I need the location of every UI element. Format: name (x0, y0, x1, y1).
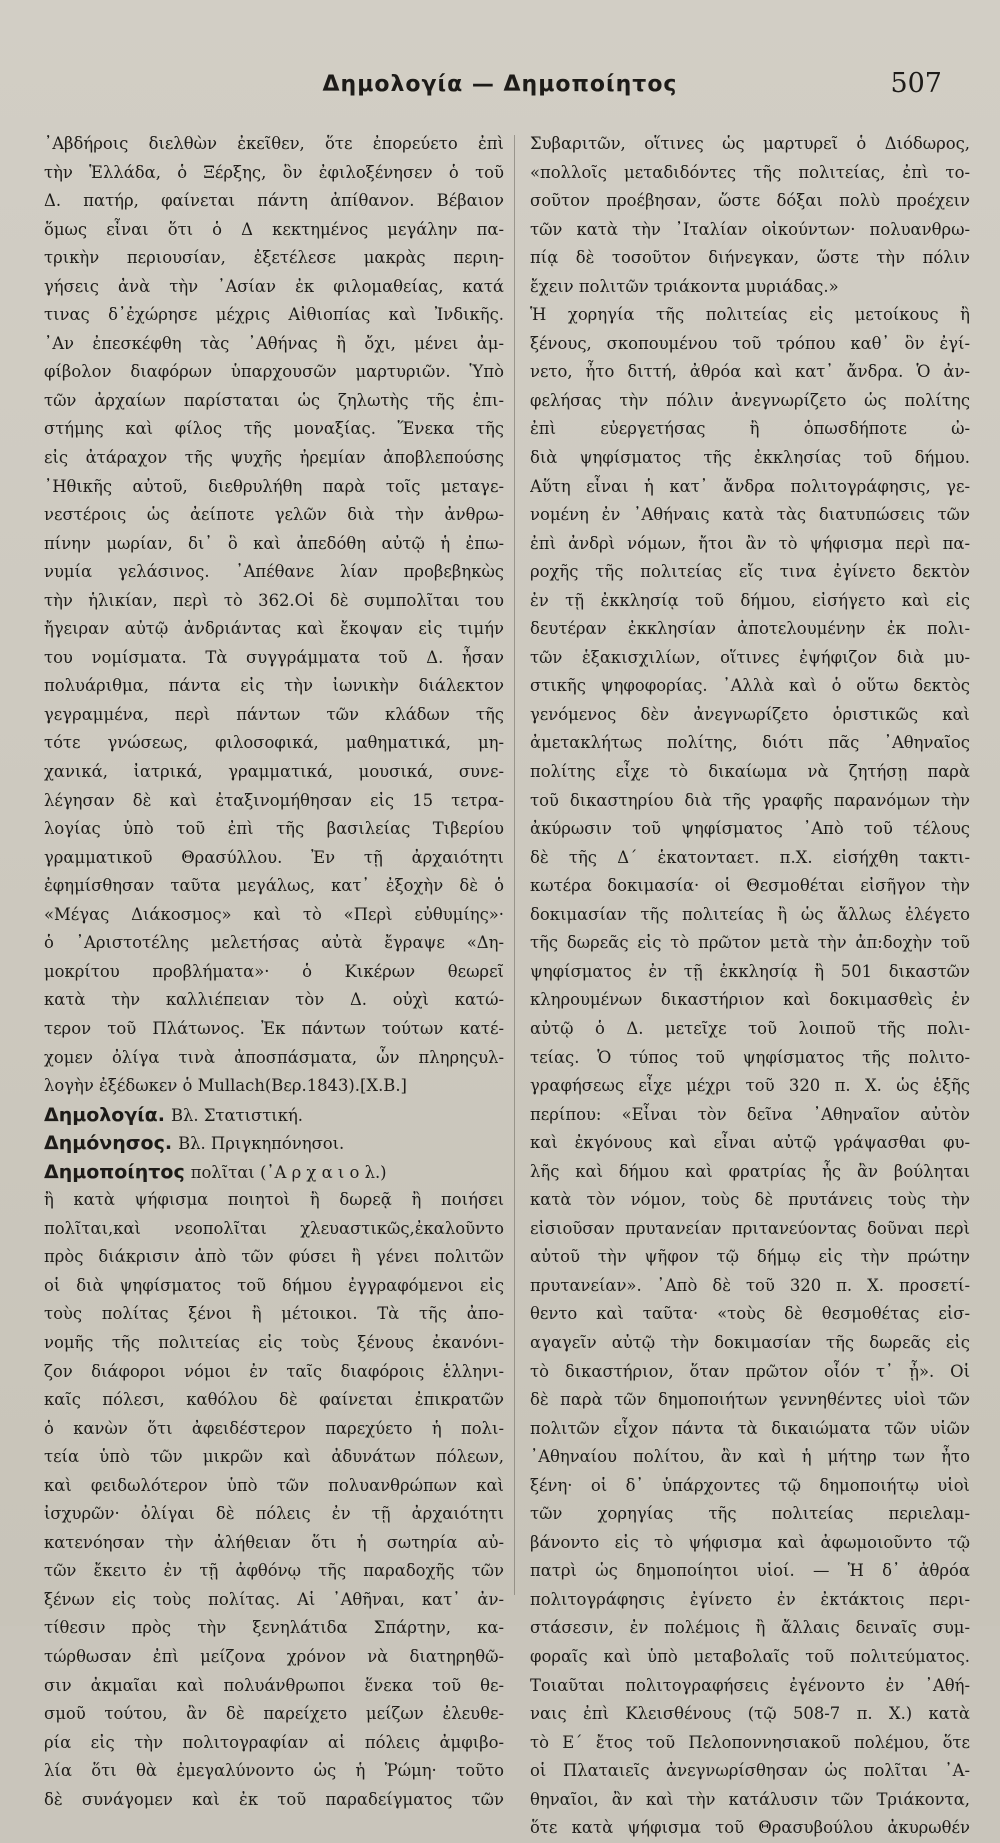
text-line: ψηφίσματος ἐν τῇ ἐκκλησίᾳ ἢ 501 δικαστῶν (530, 961, 970, 981)
text-line: ναις ἐπὶ Κλεισθένους (τῷ 508-7 π. Χ.) κατὰ (530, 1704, 970, 1724)
text-line: καῖς πόλεσι, καθόλου δὲ φαίνεται ἐπικρατῶν (44, 1390, 504, 1410)
entry-reference: πολῖται (᾿Α ρ χ α ι ο λ.) (190, 1162, 387, 1182)
text-line: ἐπὶ εὐεργετήσας ἢ ὁπωσδήποτε ὠ- (530, 419, 970, 439)
text-line: καὶ ἐκγόνους καὶ εἶναι αὐτῷ γράψασθαι φυ- (530, 1133, 970, 1153)
text-line: τώρθωσαν ἐπὶ μείζονα χρόνον νὰ διατηρηθῶ- (44, 1646, 504, 1666)
text-line: αὐτοῦ τὴν ψῆφον τῷ δήμῳ εἰς τὴν πρώτην (530, 1247, 970, 1267)
text-line: πολυάριθμα, πάντα εἰς τὴν ἰωνικὴν διάλεκτον (44, 676, 504, 696)
text-line: καὶ φειδωλότερον ὑπὸ τῶν πολυανθρώπων καὶ (44, 1475, 504, 1495)
text-line: γεγραμμένα, περὶ πάντων τῶν κλάδων τῆς (44, 704, 504, 724)
text-line: οἱ Πλαταιεῖς ἀνεγνωρίσθησαν ὡς πολῖται ᾿Α- (530, 1761, 970, 1781)
text-line: ἰσχυρῶν· ὀλίγαι δὲ πόλεις ἐν τῇ ἀρχαιότητι (44, 1504, 504, 1524)
text-line: νομῆς τῆς πολιτείας εἰς τοὺς ξένους ἐκανόνι- (44, 1332, 504, 1352)
text-line: τῶν χορηγίας τῆς πολιτείας περιελαμ- (530, 1504, 970, 1524)
text-line: ὅτε κατὰ ψήφισμα τοῦ Θρασυβούλου ἀκυρωθέν (530, 1818, 970, 1838)
text-line: τρικὴν περιουσίαν, ἐξετέλεσε μακρὰς περιη- (44, 248, 504, 268)
text-line: νεστέροις ὡς ἀείποτε γελῶν διὰ τὴν ἀνθρω- (44, 505, 504, 525)
text-line: ἐπὶ ἀνδρὶ νόμων, ἤτοι ἂν τὸ ψήφισμα περὶ πα- (530, 533, 970, 553)
text-line: κατενόησαν τὴν ἀλήθειαν ὅτι ἡ σωτηρία αὐ- (44, 1532, 504, 1552)
text-line: πρυτανείαν». ᾿Απὸ δὲ τοῦ 320 π. Χ. προσετί- (530, 1275, 970, 1295)
text-line: φίβολον διαφόρων ὑπαρχουσῶν μαρτυριῶν. Ὑπὸ (44, 362, 504, 382)
text-line: τὴν ἡλικίαν, περὶ τὸ 362.Οἱ δὲ συμπολῖται του (44, 590, 504, 610)
text-line: τοὺς πολίτας ξένοι ἢ μέτοικοι. Τὰ τῆς ἀπο- (44, 1304, 504, 1324)
text-line: Αὕτη εἶναι ἡ κατ᾿ ἄνδρα πολιτογράφησις, γε- (530, 476, 970, 496)
text-line: ἔχειν πολιτῶν τριάκοντα μυριάδας.» (530, 276, 839, 296)
text-line: οἱ διὰ ψηφίσματος τοῦ δήμου ἐγγραφόμενοι εἰς (44, 1275, 504, 1295)
text-line: ξένων εἰς τοὺς πολίτας. Αἱ ᾿Αθῆναι, κατ᾿ ἀν- (44, 1589, 504, 1609)
text-line: τίθεσιν πρὸς τὴν ξενηλάτιδα Σπάρτην, κα- (44, 1618, 504, 1638)
text-line: ᾿Ηθικῆς αὐτοῦ, διεθρυλήθη παρὰ τοῖς μεταγε- (44, 476, 504, 496)
text-line: «πολλοῖς μεταδιδόντες τῆς πολιτείας, ἐπὶ το- (530, 162, 970, 182)
text-line: ὁ ᾿Αριστοτέλης μελετήσας αὐτὰ ἔγραψε «Δη- (44, 933, 504, 953)
text-line: τῆς δωρεᾶς εἰς τὸ πρῶτον μετὰ τὴν ἀπ:δοχὴν τοῦ (530, 933, 970, 953)
text-line: τῶν ἀρχαίων παρίσταται ὡς ζηλωτὴς τῆς ἐπι- (44, 390, 504, 410)
text-line: πολιτῶν εἶχον πάντα τὰ δικαιώματα τῶν υἱῶν (530, 1418, 970, 1438)
text-line: λία ὅτι θὰ ἐμεγαλύνοντο ὡς ἡ Ῥώμη· τοῦτο (44, 1761, 504, 1781)
text-line: ἤγειραν αὐτῷ ἀνδριάντας καὶ ἔκοψαν εἰς τιμήν (44, 619, 504, 639)
text-line: σιν ἀκμαῖαι καὶ πολυάνθρωποι ἕνεκα τοῦ θε- (44, 1675, 504, 1695)
text-line: ἀκύρωσιν τοῦ ψηφίσματος ᾿Απὸ τοῦ τέλους (530, 819, 970, 839)
text-line: ἀμετακλήτως πολίτης, διότι πᾶς ᾿Αθηναῖος (530, 733, 970, 753)
right-column-body (530, 130, 970, 1843)
page-number: 507 (890, 68, 942, 99)
text-line: πίνην μωρίαν, δι᾿ ὃ καὶ ἀπεδόθη αὐτῷ ἡ ἐπω- (44, 533, 504, 553)
right-column (530, 130, 970, 1843)
text-line: ἐν τῇ ἐκκλησίᾳ τοῦ δήμου, εἰσήγετο καὶ εἰς (530, 590, 970, 610)
text-line: σοῦτον προέβησαν, ὥστε δόξαι πολὺ προέχειν (530, 191, 970, 211)
page-header (0, 64, 1000, 114)
text-line: νετο, ἦτο διττή, ἀθρόα καὶ κατ᾿ ἄνδρα. Ὁ ἀν- (530, 362, 970, 382)
text-line: ᾿Αν ἐπεσκέφθη τὰς ᾿Αθήνας ἢ ὄχι, μένει ἀμ- (44, 333, 504, 353)
text-line: γήσεις ἀνὰ τὴν ᾿Ασίαν ἐκ φιλομαθείας, κατά (44, 276, 504, 296)
text-line: του νομίσματα. Τὰ συγγράμματα τοῦ Δ. ἦσαν (44, 647, 504, 667)
text-line: ζον διάφοροι νόμοι ἐν ταῖς διαφόροις ἑλληνι- (44, 1361, 504, 1381)
text-line: πατρὶ ὡς δημοποίητοι υἱοί. — Ἡ δ᾿ ἀθρόα (530, 1561, 970, 1581)
dictionary-entry (44, 1158, 504, 1187)
text-line: στικῆς ψηφοφορίας. ᾿Αλλὰ καὶ ὁ οὕτω δεκτὸς (530, 676, 970, 696)
text-line: Δ. πατήρ, φαίνεται πάντη ἀπίθανον. Βέβαιον (44, 191, 504, 211)
text-line: πολιτογράφησις ἐγίνετο ἐν ἐκτάκτοις περι- (530, 1589, 970, 1609)
text-line: πίᾳ δὲ τοσοῦτον διήνεγκαν, ὥστε τὴν πόλιν (530, 248, 970, 268)
text-line: τεία ὑπὸ τῶν μικρῶν καὶ ἀδυνάτων πόλεων, (44, 1447, 504, 1467)
text-line: θεντο καὶ ταῦτα· «τοὺς δὲ θεσμοθέτας εἰσ- (530, 1304, 970, 1324)
entry-term: Δημοποίητος (44, 1160, 185, 1183)
text-line: ἐφημίσθησαν ταῦτα μεγάλως, κατ᾿ ἐξοχὴν δὲ ὁ (44, 876, 504, 896)
text-line: τοῦ δικαστηρίου διὰ τῆς γραφῆς παρανόμων τὴν (530, 790, 970, 810)
entry-term: Δημολογία. (44, 1103, 165, 1126)
text-line: πρὸς διάκρισιν ἀπὸ τῶν φύσει ἢ γένει πολιτῶν (44, 1247, 504, 1267)
text-line: πολίτης εἶχε τὸ δικαίωμα νὰ ζητήσῃ παρὰ (530, 762, 970, 782)
text-line: γραμματικοῦ Θρασύλλου. Ἐν τῇ ἀρχαιότητι (44, 847, 504, 867)
text-line: φελήσας τὴν πόλιν ἀνεγνωρίζετο ὡς πολίτης (530, 390, 970, 410)
text-line: βάνοντο εἰς τὸ ψήφισμα καὶ ἀφωμοιοῦντο τῷ (530, 1532, 970, 1552)
dictionary-entry (44, 1101, 504, 1130)
text-line: νυμία γελάσινος. ᾿Απέθανε λίαν προβεβηκὼς (44, 562, 504, 582)
text-line: ὁ κανὼν ὅτι ἀφειδέστερον παρεχύετο ἡ πολι- (44, 1418, 504, 1438)
left-column-continuation (44, 1186, 504, 1814)
text-line: δὲ τῆς Δ´ ἑκατονταετ. π.Χ. εἰσήχθη τακτι- (530, 847, 970, 867)
text-line: τὴν Ἑλλάδα, ὁ Ξέρξης, ὃν ἐφιλοξένησεν ὁ τοῦ (44, 162, 504, 182)
text-line: Συβαριτῶν, οἵτινες ὡς μαρτυρεῖ ὁ Διόδωρος, (530, 134, 970, 153)
text-line: Ἡ χορηγία τῆς πολιτείας εἰς μετοίκους ἢ (530, 305, 970, 325)
text-line: πολῖται,καὶ νεοπολῖται χλευαστικῶς,ἐκαλοῦντο (44, 1218, 504, 1238)
text-line: εἰς ἀτάραχον τῆς ψυχῆς ἠρεμίαν ἀποβλεπούσης (44, 448, 504, 468)
text-line: δὲ παρὰ τῶν δημοποιήτων γεννηθέντες υἱοὶ τῶν (530, 1390, 970, 1410)
dictionary-entries (44, 1101, 504, 1187)
entry-reference: Βλ. Στατιστική. (170, 1105, 303, 1125)
text-line: δοκιμασίαν τῆς πολιτείας ἢ ὡς ἄλλως ἐλέγετο (530, 904, 970, 924)
text-line: περίπου: «Εἶναι τὸν δεῖνα ᾿Αθηναῖον αὐτὸν (530, 1104, 970, 1124)
text-line: ἢ κατὰ ψήφισμα ποιητοὶ ἢ δωρεᾷ ἢ ποιήσει (44, 1190, 504, 1210)
text-line: νομένη ἐν ᾿Αθήναις κατὰ τὰς διατυπώσεις τῶν (530, 505, 970, 525)
text-line: αγαγεῖν αὐτῷ τὴν δοκιμασίαν τῆς δωρεᾶς εἰς (530, 1332, 970, 1352)
text-line: εἰσιοῦσαν πρυτανείαν πριτανεύοντας δοῦναι περὶ (530, 1218, 970, 1238)
text-line: ᾿Αβδήροις διελθὼν ἐκεῖθεν, ὅτε ἐπορεύετο ἐπὶ (44, 134, 504, 153)
text-line: διὰ ψηφίσματος τῆς ἐκκλησίας τοῦ δήμου. (530, 448, 970, 468)
text-line: γραφήσεως εἶχε μέχρι τοῦ 320 π. Χ. ὡς ἑξῆς (530, 1076, 970, 1096)
text-line: δὲ συνάγομεν καὶ ἐκ τοῦ παραδείγματος τῶν (44, 1789, 504, 1809)
column-divider (514, 135, 515, 1595)
text-line: «Μέγας Διάκοσμος» καὶ τὸ «Περὶ εὐθυμίης»· (44, 904, 504, 924)
text-line: μοκρίτου προβλήματα»· ὁ Κικέρων θεωρεῖ (44, 961, 504, 981)
text-line: ξένους, σκοπουμένου τοῦ τρόπου καθ᾿ ὃν ἐγί- (530, 333, 970, 353)
text-line: χανικά, ἰατρικά, γραμματικά, μουσικά, συνε- (44, 762, 504, 782)
text-line: κατὰ τὸν νόμον, τοὺς δὲ πρυτάνεις τοὺς τὴν (530, 1190, 970, 1210)
text-line: λῆς καὶ δήμου καὶ φρατρίας ἧς ἂν βούληται (530, 1161, 970, 1181)
text-line: στάσεσιν, ἐν πολέμοις ἢ ἄλλαις δειναῖς συμ- (530, 1618, 970, 1638)
text-line: θηναῖοι, ἂν καὶ τὴν κατάλυσιν τῶν Τριάκοντα, (530, 1789, 970, 1809)
text-line: χομεν ὀλίγα τινὰ ἀποσπάσματα, ὧν πληρηςυλ- (44, 1047, 504, 1067)
text-line: τείας. Ὁ τύπος τοῦ ψηφίσματος τῆς πολιτο- (530, 1047, 970, 1067)
text-line: τὸ Ε´ ἔτος τοῦ Πελοποννησιακοῦ πολέμου, ὅτε (530, 1732, 970, 1752)
text-line: τῶν ἑξακισχιλίων, οἵτινες ἐψήφιζον διὰ μυ- (530, 647, 970, 667)
text-line: ροχῆς τῆς πολιτείας εἴς τινα ἐγίνετο δεκτὸν (530, 562, 970, 582)
text-line: λογὴν ἐξέδωκεν ὁ Mullach(Βερ.1843).[Χ.Β.] (44, 1076, 407, 1096)
text-line: τότε γνώσεως, φιλοσοφικά, μαθηματικά, μη- (44, 733, 504, 753)
text-line: φοραῖς καὶ ὑπὸ μεταβολαῖς τοῦ πολιτεύματος. (530, 1646, 970, 1666)
running-head: Δημολογία — Δημοποίητος (322, 72, 678, 97)
text-line: ρία εἰς τὴν πολιτογραφίαν αἱ πόλεις ἀμφιβο- (44, 1732, 504, 1752)
entry-reference: Βλ. Πριγκηπόνησοι. (178, 1134, 345, 1154)
text-line: κληρουμένων δικαστήριον καὶ δοκιμασθεὶς ἐν (530, 990, 970, 1010)
text-line: ᾿Αθηναίου πολίτου, ἂν καὶ ἡ μήτηρ των ἦτο (530, 1447, 970, 1467)
text-line: τῶν ἔκειτο ἐν τῇ ἀφθόνῳ τῆς παραδοχῆς τῶν (44, 1561, 504, 1581)
text-line: ξένη· οἱ δ᾿ ὑπάρχοντες τῷ δημοποιήτῳ υἱοὶ (530, 1475, 970, 1495)
text-line: τὸ δικαστήριον, ὅταν πρῶτον οἷόν τ᾿ ᾖ». Οἱ (530, 1361, 970, 1381)
text-line: γενόμενος δὲν ἀνεγνωρίζετο ὁριστικῶς καὶ (530, 704, 970, 724)
text-line: κωτέρα δοκιμασία· οἱ Θεσμοθέται εἰσῆγον τὴν (530, 876, 970, 896)
text-line: τῶν κατὰ τὴν ᾿Ιταλίαν οἰκούντων· πολυανθρω- (530, 219, 970, 239)
left-column (44, 130, 504, 1814)
text-line: τερον τοῦ Πλάτωνος. Ἐκ πάντων τούτων κατέ- (44, 1018, 504, 1038)
text-line: σμοῦ τούτου, ἂν δὲ παρείχετο μείζων ἐλευθε- (44, 1704, 504, 1724)
text-line: λογίας ὑπὸ τοῦ ἐπὶ τῆς βασιλείας Τιβερίου (44, 819, 504, 839)
text-line: ὅμως εἶναι ὅτι ὁ Δ κεκτημένος μεγάλην πα- (44, 219, 504, 239)
left-column-body (44, 130, 504, 1101)
text-line: Τοιαῦται πολιτογραφήσεις ἐγένοντο ἐν ᾿Αθή- (530, 1675, 970, 1695)
entry-term: Δημόνησος. (44, 1132, 173, 1155)
text-line: δευτέραν ἐκκλησίαν ἀποτελουμένην ἐκ πολι- (530, 619, 970, 639)
text-line: στήμης καὶ φίλος τῆς μοναξίας. Ἕνεκα τῆς (44, 419, 504, 439)
text-line: λέγησαν δὲ καὶ ἐταξινομήθησαν εἰς 15 τετρα- (44, 790, 504, 810)
dictionary-entry (44, 1129, 504, 1158)
text-line: αὐτῷ ὁ Δ. μετεῖχε τοῦ λοιποῦ τῆς πολι- (530, 1018, 970, 1038)
text-line: τινας δ᾿ἐχώρησε μέχρις Αἰθιοπίας καὶ Ἰνδικῆς. (44, 305, 504, 325)
text-line: κατὰ τὴν καλλιέπειαν τὸν Δ. οὐχὶ κατώ- (44, 990, 504, 1010)
